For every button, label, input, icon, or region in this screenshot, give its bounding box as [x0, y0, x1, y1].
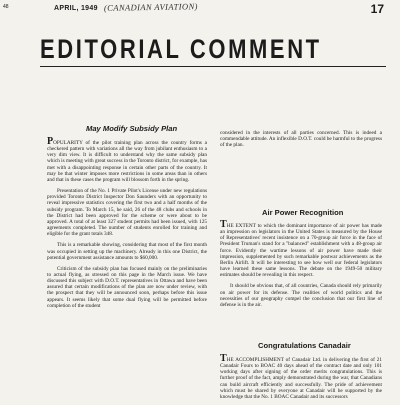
air-power-heading: Air Power Recognition	[262, 208, 344, 217]
subsidy-continuation	[220, 130, 382, 153]
subsidy-paragraph: Criticism of the subsidy plan has focused mainly on the preliminaries to actual flying, as stressed on this page in the March issue. We have discussed this subject with D.O.T. representatives in Ottawa and have been assured that certain modifications of the plan are now under review, with the prospect that they will be announced soon, perhaps before this issue appears. It seems likely that some dual flying will be permitted before completion of the student	[47, 265, 207, 309]
running-head	[54, 2, 394, 18]
subsidy-heading: May Modify Subsidy Plan	[86, 124, 178, 133]
subsidy-article	[47, 136, 207, 314]
subsidy-paragraph: POPULARITY of the pilot training plan across the country forms a checkered pattern with variations all the way from jubilant enthusiasm to a very dim view. It is difficult to understand why the same subsidy plan which is meeting with great success in the Toronto district, for example, has met with a disappointing response in certain other parts of the country. It may be that winter imposes more restrictions in some areas than in others and that in these cases the program will blossom forth in the spring.	[47, 136, 207, 183]
congratulations-paragraph: THE ACCOMPLISHMENT of Canadair Ltd. in delivering the first of 21 Canadair Fours to BOAC 40 days ahead of the contract date and only 101 working days after signing of the order merits congratulations. This is further proof of the fact, amply demonstrated during the war, that Canadians can build aircraft efficiently and successfully. The pride of achievement which must be shared by everyone at Canadair will be supported by the knowledge that the No. 1 BOAC Canadair and its successors	[220, 353, 382, 400]
subsidy-paragraph: Presentation of the No. 1 Private Pilot's License under new regulations provided Toronto District Inspector Don Saunders with an opportunity to reveal impressive statistics covering the first two and a half months of the subsidy program. To March 15, he said, 26 of the 48 clubs and schools in the District had been approved for the scheme or were about to be approved. A total of at least 327 student permits had been issued, with 125 agreements completed. The number of students enrolled for training and eligible for the grant totals 348.	[47, 188, 207, 238]
air-power-paragraph: It should be obvious that, of all countries, Canada should rely primarily on air power for its defense. The realities of world politics and the necessities of our geography compel the conclusion that our first line of defense is in the air.	[220, 283, 382, 308]
congratulations-article	[220, 353, 382, 405]
continuation-paragraph: considered in the interests of all parties concerned. This is indeed a commendable attitude. An inflexible D.O.T. could be harmful to the progress of the plan.	[220, 130, 382, 149]
corner-mark: 48	[3, 4, 9, 10]
subsidy-paragraph: This is a remarkable showing, considering that most of the first month was occupied in setting up the machinery. Already in this one District, the potential government assistance amounts to $60,000.	[47, 242, 207, 261]
issue-date: APRIL, 1949	[54, 5, 98, 12]
air-power-article	[220, 219, 382, 313]
masthead-title: EDITORIAL COMMENT	[40, 34, 322, 64]
page-number: 17	[370, 2, 384, 16]
air-power-paragraph: THE EXTENT to which the dominant importance of air power has made an impression on legislators in the United States is measured by the House of Representatives' recent insistence on a 70-group air force in the face of President Truman's stand for a "balanced" establishment with a 48-group air force. Evidently the wartime lessons of air power have made their impression, supplemented by such remarkable postwar achievements as the Berlin Airlift. It will be interesting to see how well our federal legislators have learned these same lessons. The debate on the 1949-50 military estimates should be revealing in this respect.	[220, 219, 382, 279]
congratulations-heading: Congratulations Canadair	[258, 341, 351, 350]
handwritten-note: (CANADIAN AVIATION)	[103, 1, 198, 13]
masthead-rule	[40, 66, 386, 67]
